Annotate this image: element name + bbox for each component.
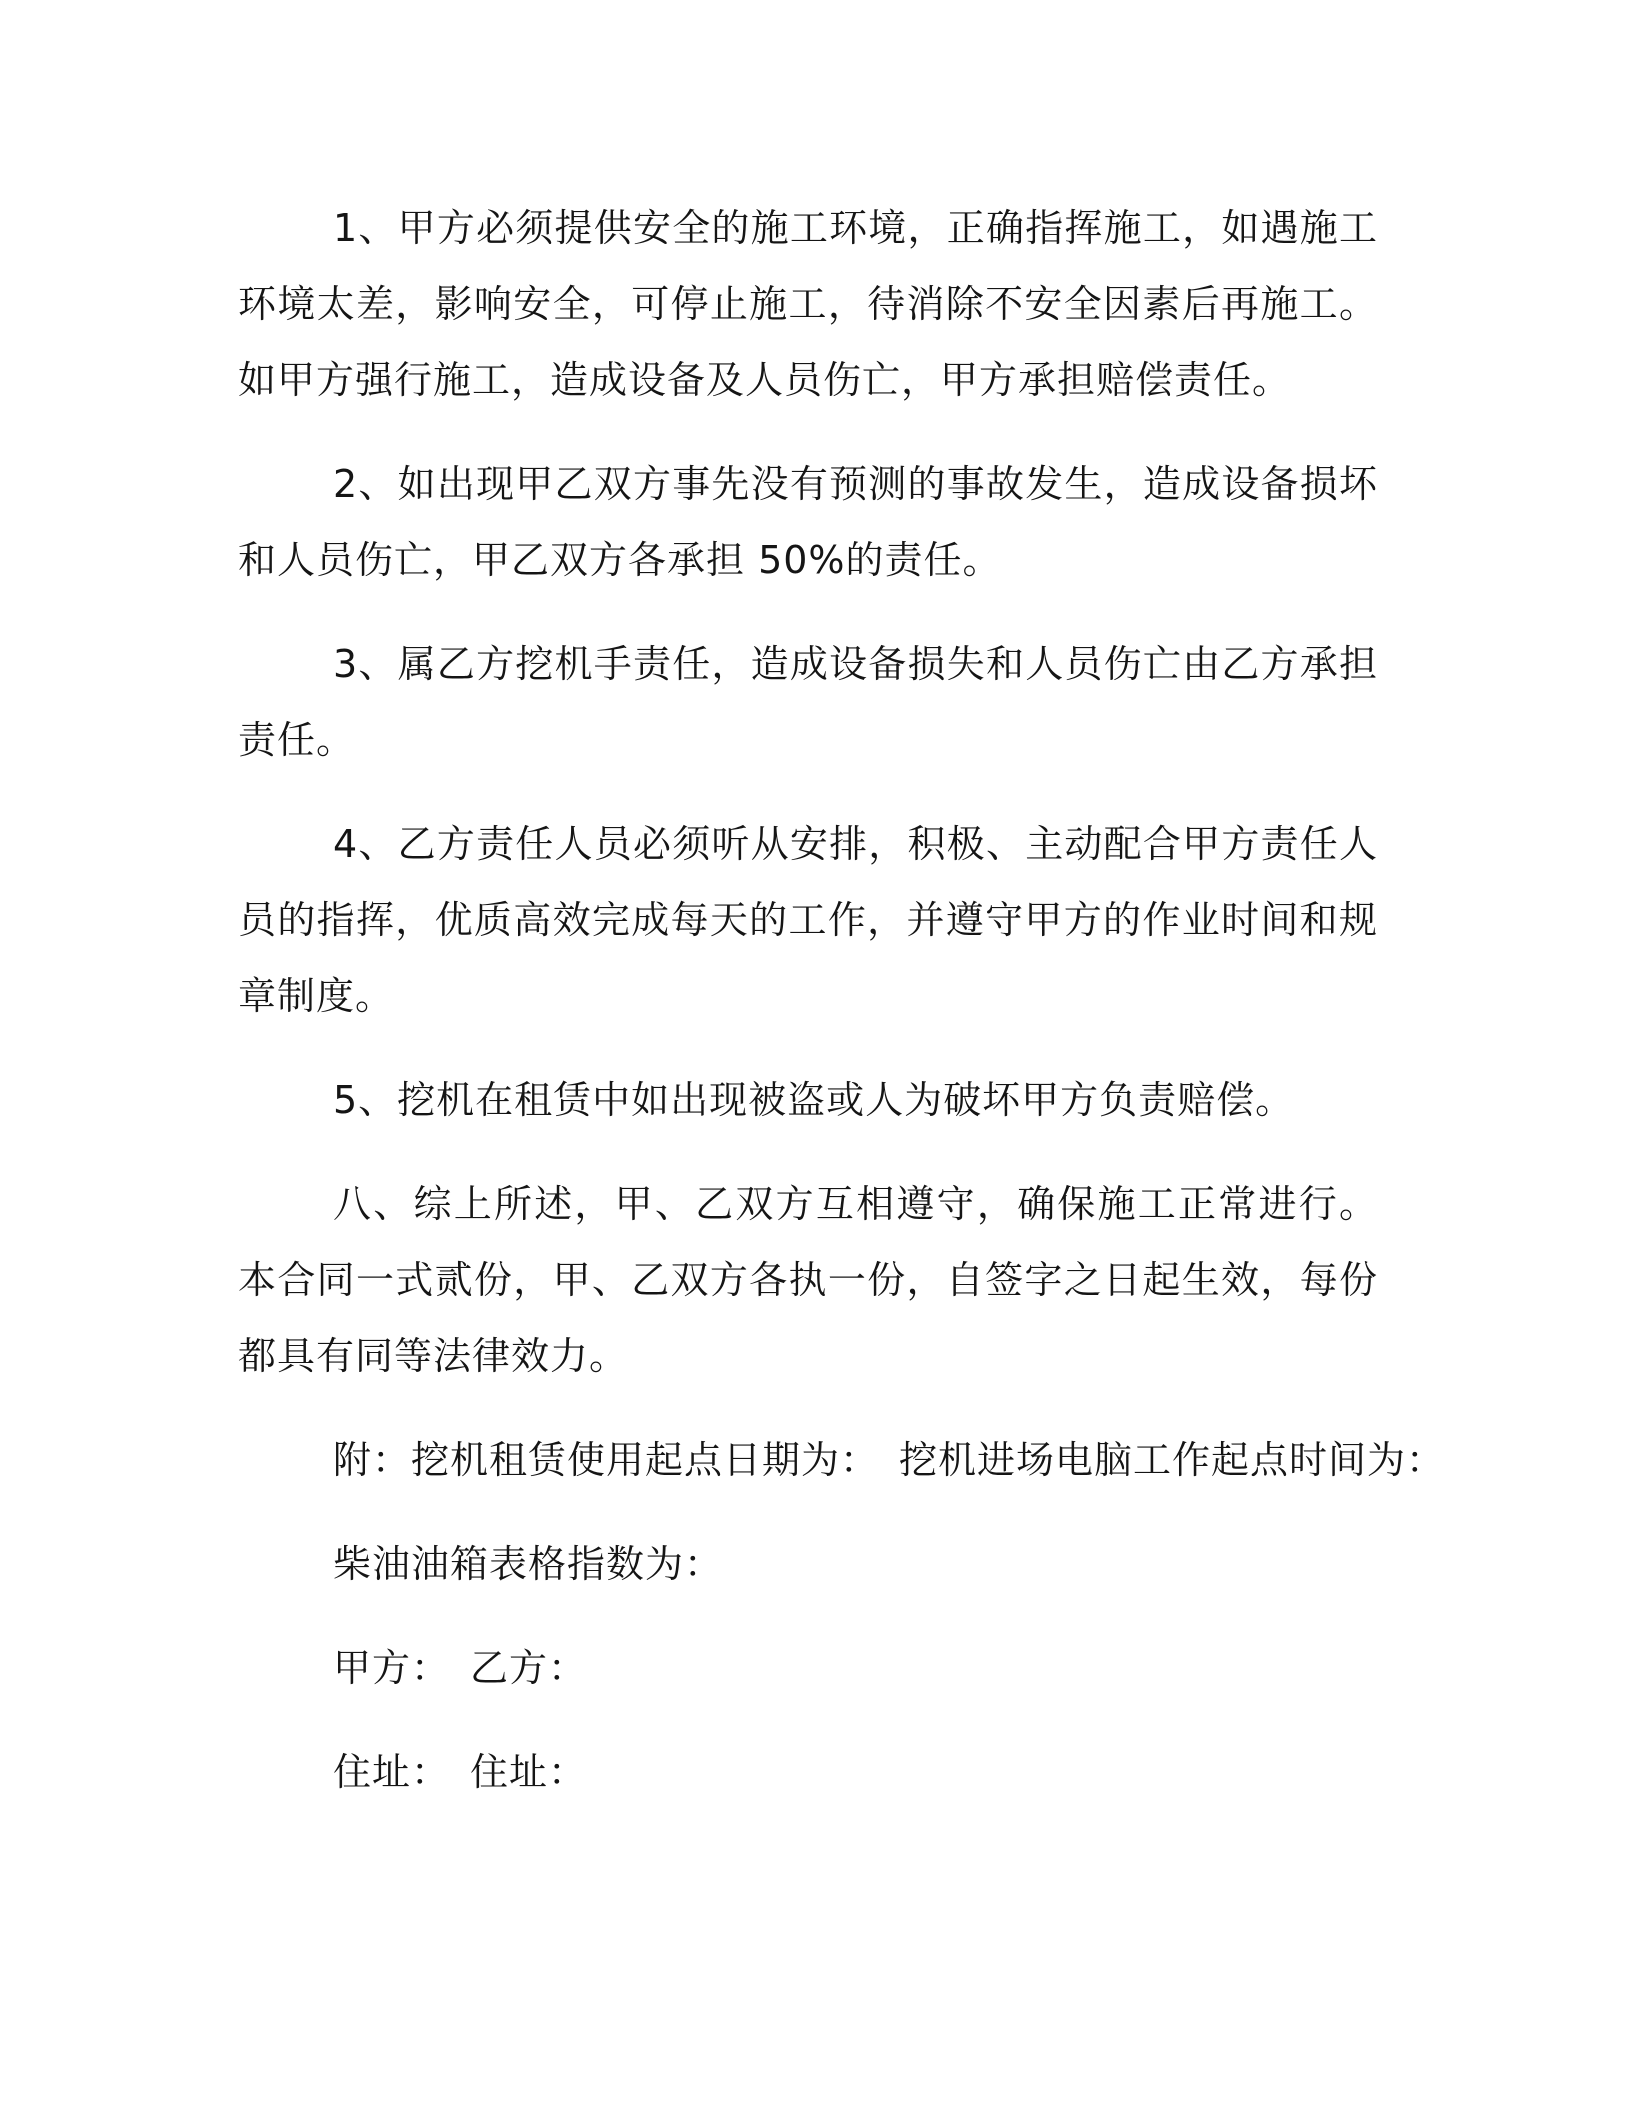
address-b-label: 住址： [470,1750,588,1794]
party-b-label: 乙方： [470,1646,588,1690]
addresses-line [238,1734,1378,1810]
parties-line [238,1630,1378,1706]
clause-2: 2、如出现甲乙双方事先没有预测的事故发生，造成设备损坏和人员伤亡，甲乙双方各承担 50%的责任。 [238,462,1378,582]
document-body [238,190,1446,1838]
appendix-start-line [238,1422,1446,1498]
clause-8-summary: 八、综上所述，甲、乙双方互相遵守，确保施工正常进行。本合同一式贰份，甲、乙双方各执一份，自签字之日起生效，每份都具有同等法律效力。 [238,1182,1378,1378]
clause-3: 3、属乙方挖机手责任，造成设备损失和人员伤亡由乙方承担责任。 [238,642,1378,762]
clause-1: 1、甲方必须提供安全的施工环境，正确指挥施工，如遇施工环境太差，影响安全，可停止施工，待消除不安全因素后再施工。如甲方强行施工，造成设备及人员伤亡，甲方承担赔偿责任。 [238,206,1378,402]
clause-5: 5、挖机在租赁中如出现被盗或人为破坏甲方负责赔偿。 [333,1078,1295,1122]
start-time-label: 挖机进场电脑工作起点时间为： [899,1438,1446,1482]
party-a-label: 甲方： [333,1646,451,1690]
address-a-label: 住址： [333,1750,451,1794]
appendix-fuel-line [238,1526,1378,1602]
start-date-label: 附：挖机租赁使用起点日期为： [333,1438,880,1482]
clause-4: 4、乙方责任人员必须听从安排，积极、主动配合甲方责任人员的指挥，优质高效完成每天的工作，并遵守甲方的作业时间和规章制度。 [238,822,1378,1018]
fuel-label: 柴油油箱表格指数为： [333,1542,724,1586]
